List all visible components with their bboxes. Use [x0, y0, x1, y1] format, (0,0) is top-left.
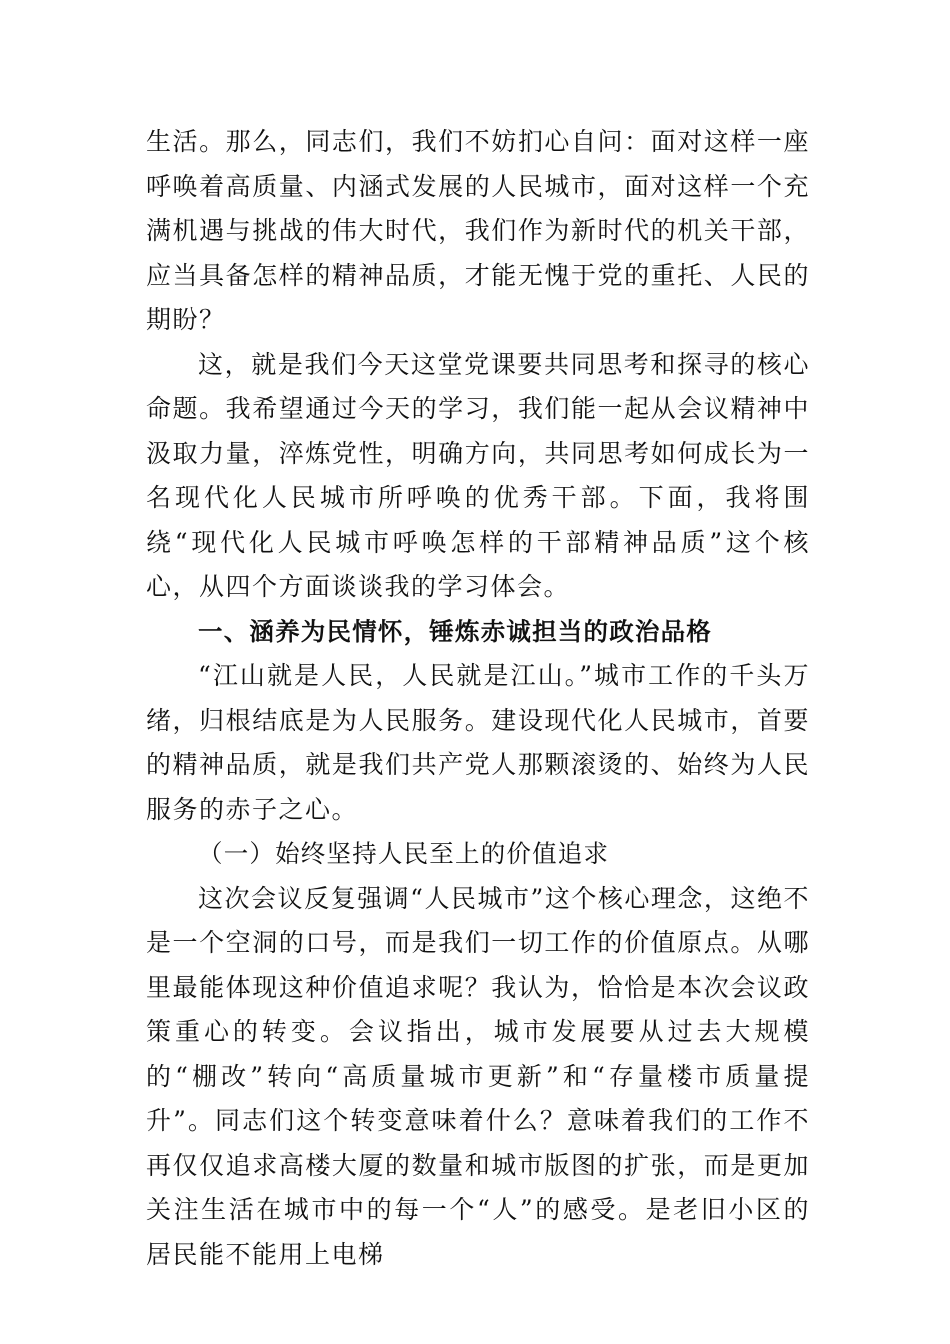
- subsection-heading: （一）始终坚持人民至上的价值追求: [198, 839, 610, 868]
- paragraph-continuation: 生活。那么，同志们，我们不妨扪心自问：面对这样一座呼唤着高质量、内涵式发展的人民城市，面对这样一个充满机遇与挑战的伟大时代，我们作为新时代的机关干部，应当具备怎样的精神品质，才能无愧于党的重托、人民的期盼？: [146, 127, 810, 334]
- document-body: [146, 120, 810, 1277]
- paragraph-core-topic: 这，就是我们今天这堂党课要共同思考和探寻的核心命题。我希望通过今天的学习，我们能一起从会议精神中汲取力量，淬炼党性，明确方向，共同思考如何成长为一名现代化人民城市所呼唤的优秀干部。下面，我将围绕“现代化人民城市呼唤怎样的干部精神品质”这个核心，从四个方面谈谈我的学习体会。: [146, 349, 810, 601]
- section-heading: 一、涵养为民情怀，锤炼赤诚担当的政治品格: [198, 616, 712, 646]
- subsection-paragraph: 这次会议反复强调“人民城市”这个核心理念，这绝不是一个空洞的口号，而是我们一切工作的价值原点。从哪里最能体现这种价值追求呢？我认为，恰恰是本次会议政策重心的转变。会议指出，城市发展要从过去大规模的“棚改”转向“高质量城市更新”和“存量楼市质量提升”。同志们这个转变意味着什么？意味着我们的工作不再仅仅追求高楼大厦的数量和城市版图的扩张，而是更加关注生活在城市中的每一个“人”的感受。是老旧小区的居民能不能用上电梯: [146, 883, 810, 1269]
- section-paragraph: “江山就是人民，人民就是江山。”城市工作的千头万绪，归根结底是为人民服务。建设现代化人民城市，首要的精神品质，就是我们共产党人那颗滚烫的、始终为人民服务的赤子之心。: [146, 661, 810, 824]
